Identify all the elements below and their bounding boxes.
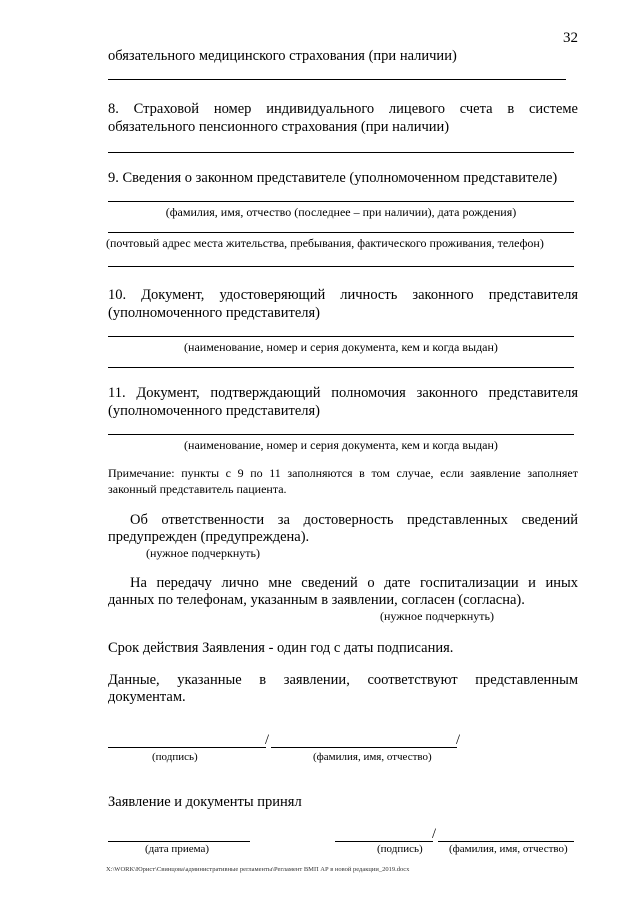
item10-caption: (наименование, номер и серия документа, кем и когда выдан) bbox=[184, 340, 498, 354]
item9-caption-address: (почтовый адрес места жительства, пребывания, фактического проживания, телефон) bbox=[106, 236, 544, 250]
note-line1: Примечание: пункты с 9 по 11 заполняются в том случае, если заявление заполняет bbox=[108, 466, 578, 480]
signature-line bbox=[108, 747, 266, 748]
name-line bbox=[438, 841, 574, 842]
underline bbox=[108, 152, 574, 153]
name-label: (фамилия, имя, отчество) bbox=[449, 843, 568, 855]
item8-line2: обязательного пенсионного страхования (при наличии) bbox=[108, 119, 450, 135]
underline bbox=[108, 201, 574, 202]
consent-line2: данных по телефонам, указанным в заявлении, согласен (согласна). bbox=[108, 592, 525, 608]
responsibility-line2: предупрежден (предупреждена). bbox=[108, 529, 310, 545]
responsibility-hint: (нужное подчеркнуть) bbox=[146, 546, 260, 560]
underline bbox=[108, 266, 574, 267]
name-label: (фамилия, имя, отчество) bbox=[313, 751, 432, 763]
item10-line2: (уполномоченного представителя) bbox=[108, 305, 321, 321]
data-match-line2: документам. bbox=[108, 689, 186, 705]
signature-label: (подпись) bbox=[152, 751, 198, 763]
footer-file-path: X:\WORK\Юрист\Свинцова\административные регламенты\Регламент ВМП АР в новой редакции_2019.docx bbox=[106, 866, 410, 873]
validity-text: Срок действия Заявления - один год с даты подписания. bbox=[108, 640, 454, 656]
item9-title: 9. Сведения о законном представителе (уполномоченном представителе) bbox=[108, 170, 558, 186]
data-match-line1: Данные, указанные в заявлении, соответствуют представленным bbox=[108, 672, 578, 688]
underline bbox=[108, 434, 574, 435]
item11-line1: 11. Документ, подтверждающий полномочия законного представителя bbox=[108, 385, 578, 401]
signature-separator-end: / bbox=[456, 732, 461, 748]
signature-line bbox=[335, 841, 433, 842]
signature-separator: / bbox=[265, 732, 270, 748]
item9-caption-name: (фамилия, имя, отчество (последнее – при наличии), дата рождения) bbox=[165, 205, 517, 219]
item8-line1: 8. Страховой номер индивидуального лицевого счета в системе bbox=[108, 101, 578, 117]
text-oms-line: обязательного медицинского страхования (при наличии) bbox=[108, 48, 457, 64]
signature-separator: / bbox=[432, 826, 437, 842]
signature-label: (подпись) bbox=[377, 843, 423, 855]
underline bbox=[108, 79, 566, 80]
underline bbox=[108, 367, 574, 368]
date-label: (дата приема) bbox=[145, 843, 210, 855]
underline bbox=[108, 336, 574, 337]
date-line bbox=[108, 841, 250, 842]
item11-line2: (уполномоченного представителя) bbox=[108, 403, 321, 419]
note-line2: законный представитель пациента. bbox=[108, 482, 287, 496]
accepted-text: Заявление и документы принял bbox=[108, 794, 302, 810]
item11-caption: (наименование, номер и серия документа, кем и когда выдан) bbox=[184, 438, 498, 452]
consent-line1: На передачу лично мне сведений о дате госпитализации и иных bbox=[130, 575, 578, 591]
responsibility-line1: Об ответственности за достоверность представленных сведений bbox=[130, 512, 578, 528]
consent-hint: (нужное подчеркнуть) bbox=[380, 609, 494, 623]
underline bbox=[108, 232, 574, 233]
name-line bbox=[271, 747, 457, 748]
page-number: 32 bbox=[563, 30, 578, 46]
item10-line1: 10. Документ, удостоверяющий личность законного представителя bbox=[108, 287, 578, 303]
